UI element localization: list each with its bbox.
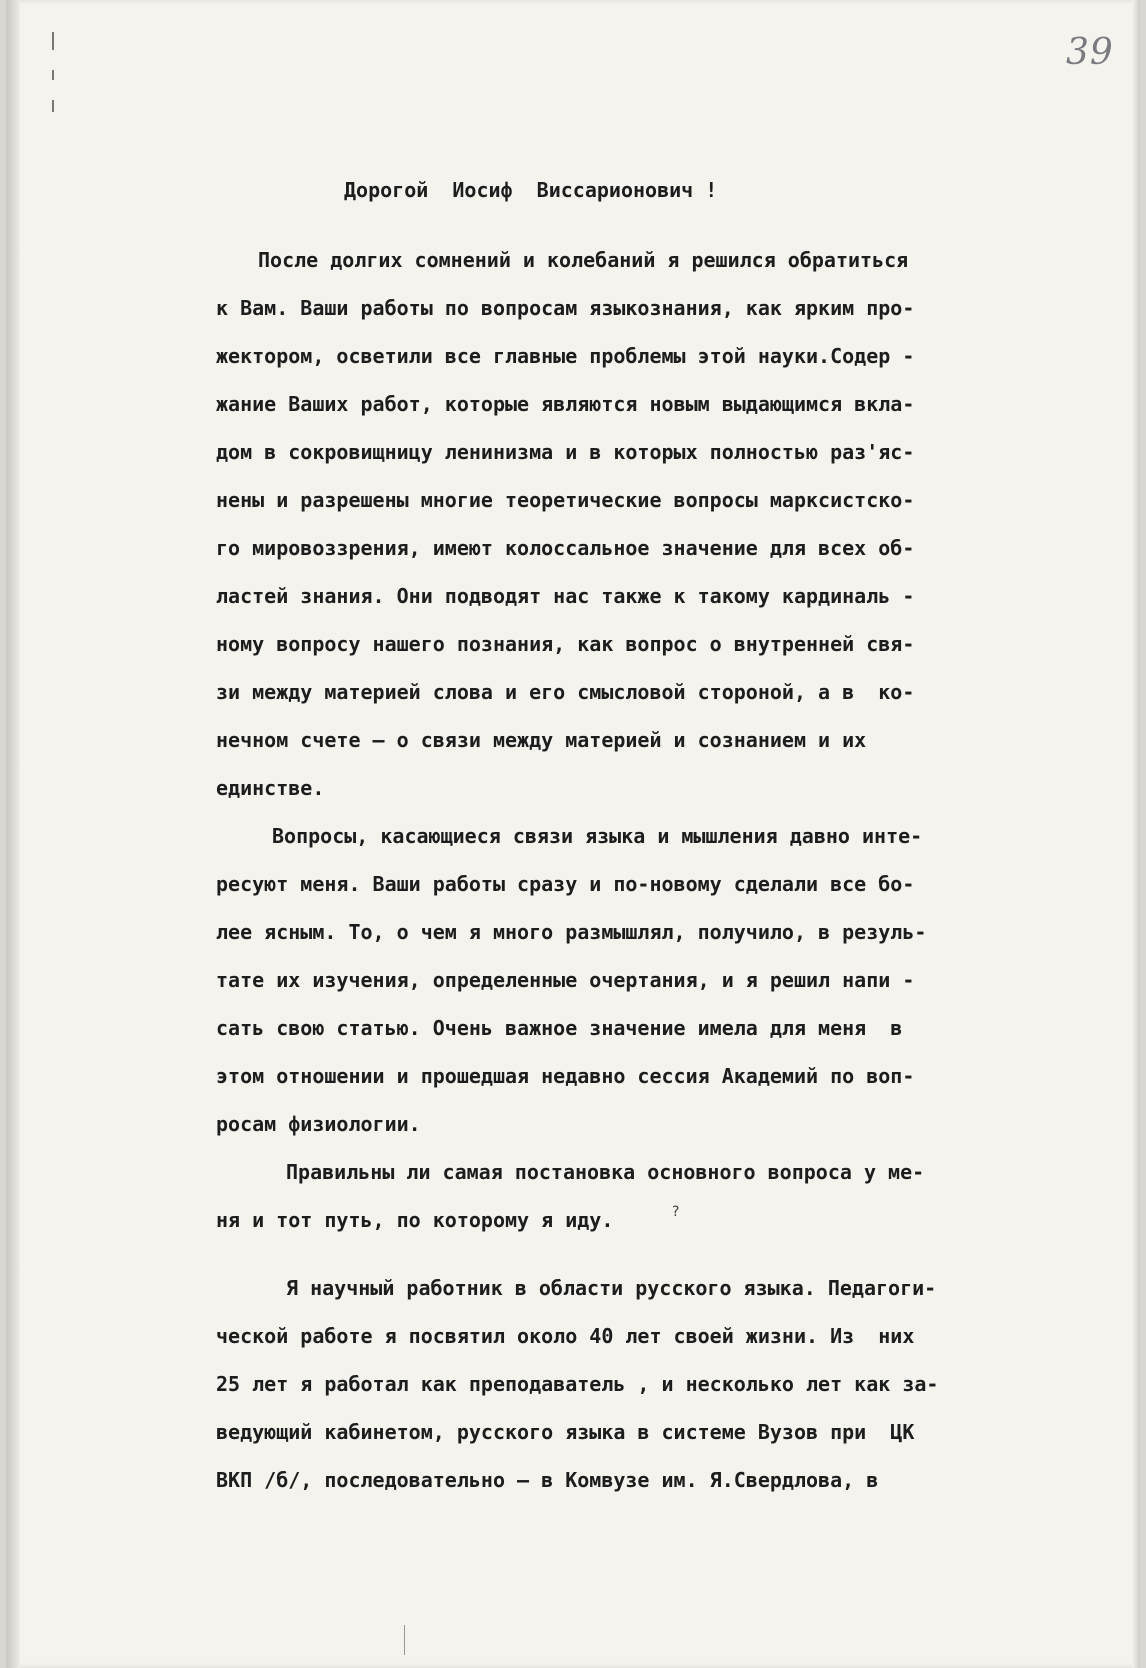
text-line: ластей знания. Они подводят нас также к такому кардиналь -: [216, 584, 915, 608]
margin-mark: [52, 70, 54, 80]
text-line: 25 лет я работал как преподаватель , и несколько лет как за-: [216, 1372, 939, 1396]
text-line: росам физиологии.: [216, 1112, 421, 1136]
text-line: го мировоззрения, имеют колоссальное значение для всех об-: [216, 536, 915, 560]
text-line: нечном счете — о связи между материей и сознанием и их: [216, 728, 867, 752]
text-line: этом отношении и прошедшая недавно сессия Академий по воп-: [216, 1064, 915, 1088]
margin-mark: [52, 32, 54, 50]
text-line: ведующий кабинетом, русского языка в системе Вузов при ЦК: [216, 1420, 915, 1444]
text-line: После долгих сомнений и колебаний я решился обратиться: [258, 248, 909, 272]
text-line: ному вопросу нашего познания, как вопрос о внутренней свя-: [216, 632, 915, 656]
text-line: жектором, осветили все главные проблемы этой науки.Содер -: [216, 344, 915, 368]
page-right-edge: [1132, 0, 1140, 1668]
text-line: Я научный работник в области русского языка. Педагоги-: [286, 1276, 937, 1300]
text-line: лее ясным. То, о чем я много размышлял, получило, в резуль-: [216, 920, 927, 944]
page-left-edge: [6, 0, 20, 1668]
margin-mark: [52, 100, 54, 112]
text-line: ческой работе я посвятил около 40 лет своей жизни. Из них: [216, 1324, 915, 1348]
handwritten-question-mark: ?: [672, 1204, 680, 1220]
text-line: жание Ваших работ, которые являются новым выдающимся вкла-: [216, 392, 915, 416]
text-line: ВКП /б/, последовательно — в Комвузе им. Я.Свердлова, в: [216, 1468, 879, 1492]
page-number: 39: [1066, 32, 1114, 73]
margin-mark: [404, 1625, 405, 1655]
text-line: ресуют меня. Ваши работы сразу и по-новому сделали все бо-: [216, 872, 915, 896]
text-line: зи между материей слова и его смысловой стороной, а в ко-: [216, 680, 915, 704]
text-line: единстве.: [216, 776, 325, 800]
document-page: [6, 0, 1140, 1668]
text-line: дом в сокровищницу ленинизма и в которых полностью раз'яс-: [216, 440, 915, 464]
text-line: сать свою статью. Очень важное значение имела для меня в: [216, 1016, 903, 1040]
text-line: Правильны ли самая постановка основного вопроса у ме-: [286, 1160, 925, 1184]
text-line: нены и разрешены многие теоретические вопросы марксистско-: [216, 488, 915, 512]
salutation: Дорогой Иосиф Виссарионович !: [344, 178, 718, 202]
text-line: ня и тот путь, по которому я иду.: [216, 1208, 614, 1232]
text-line: Вопросы, касающиеся связи языка и мышления давно инте-: [272, 824, 923, 848]
text-line: к Вам. Ваши работы по вопросам языкознания, как ярким про-: [216, 296, 915, 320]
text-line: тате их изучения, определенные очертания, и я решил напи -: [216, 968, 915, 992]
